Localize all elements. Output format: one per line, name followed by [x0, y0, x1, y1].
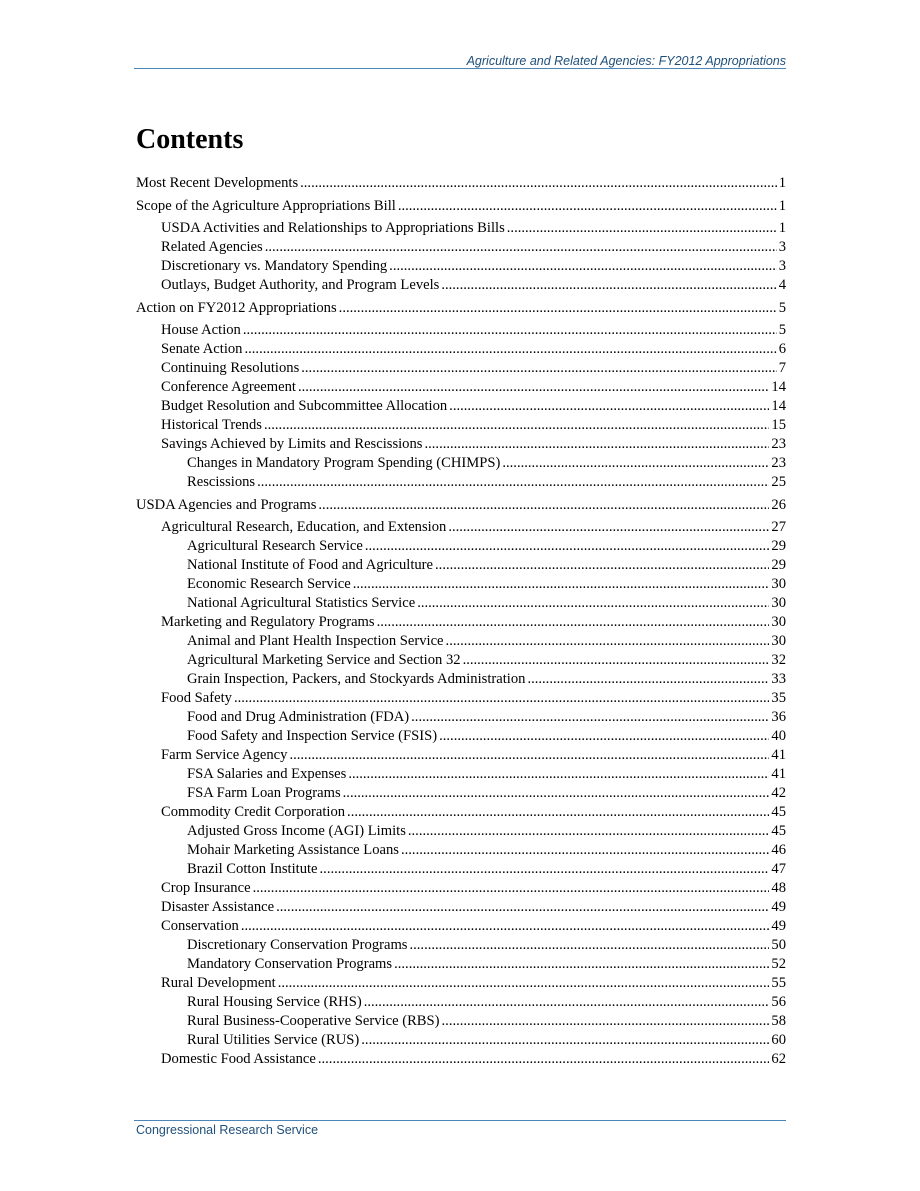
toc-entry-page-number: 23 [771, 436, 786, 452]
toc-entry-page-number: 33 [771, 671, 786, 687]
running-header: Agriculture and Related Agencies: FY2012 Appropriations [466, 54, 786, 68]
toc-entry-page-number: 30 [771, 633, 786, 649]
toc-dot-leader [347, 803, 769, 822]
toc-dot-leader [394, 955, 769, 974]
toc-entry-page-number: 45 [771, 823, 786, 839]
toc-entry[interactable] [136, 879, 786, 898]
toc-dot-leader [257, 473, 769, 492]
toc-entry-label: FSA Farm Loan Programs [187, 785, 341, 801]
toc-entry[interactable] [136, 518, 786, 537]
toc-entry[interactable] [136, 841, 786, 860]
toc-entry[interactable] [136, 174, 786, 193]
toc-entry[interactable] [136, 575, 786, 594]
toc-dot-leader [243, 321, 777, 340]
toc-entry-page-number: 41 [771, 747, 786, 763]
toc-entry-label: Conference Agreement [161, 379, 296, 395]
toc-dot-leader [439, 727, 769, 746]
toc-dot-leader [502, 454, 769, 473]
toc-dot-leader [278, 974, 770, 993]
toc-entry-label: Agricultural Research Service [187, 538, 363, 554]
toc-entry-label: Economic Research Service [187, 576, 351, 592]
toc-entry-page-number: 29 [771, 538, 786, 554]
toc-dot-leader [361, 1031, 769, 1050]
table-of-contents [136, 174, 786, 1069]
toc-entry-page-number: 6 [778, 341, 786, 357]
toc-dot-leader [289, 746, 769, 765]
toc-dot-leader [353, 575, 770, 594]
toc-entry[interactable] [136, 765, 786, 784]
toc-dot-leader [441, 276, 776, 295]
toc-entry-label: Most Recent Developments [136, 175, 299, 191]
toc-entry[interactable] [136, 613, 786, 632]
toc-entry-page-number: 55 [771, 975, 786, 991]
toc-entry-label: Marketing and Regulatory Programs [161, 614, 375, 630]
toc-entry-page-number: 30 [771, 576, 786, 592]
toc-dot-leader [401, 841, 769, 860]
toc-entry-label: National Institute of Food and Agriculture [187, 557, 434, 573]
toc-dot-leader [320, 860, 770, 879]
toc-entry-page-number: 49 [771, 918, 786, 934]
toc-entry-page-number: 25 [771, 474, 786, 490]
toc-entry-page-number: 5 [778, 322, 786, 338]
toc-entry-page-number: 48 [771, 880, 786, 896]
toc-entry-page-number: 29 [771, 557, 786, 573]
toc-entry-page-number: 30 [771, 595, 786, 611]
toc-entry-label: Scope of the Agriculture Appropriations Bill [136, 197, 396, 214]
toc-entry[interactable] [136, 1050, 786, 1069]
toc-entry[interactable] [136, 238, 786, 257]
toc-entry-label: Rural Development [161, 975, 276, 991]
toc-entry-page-number: 45 [771, 804, 786, 820]
toc-entry-page-number: 23 [771, 455, 786, 471]
toc-entry-page-number: 50 [771, 937, 786, 953]
toc-dot-leader [449, 397, 769, 416]
toc-dot-leader [244, 340, 776, 359]
toc-entry-label: Action on FY2012 Appropriations [136, 299, 337, 316]
toc-entry-label: Senate Action [161, 341, 243, 357]
toc-entry-page-number: 40 [771, 728, 786, 744]
toc-entry-label: Food Safety and Inspection Service (FSIS) [187, 728, 438, 744]
toc-entry-label: Domestic Food Assistance [161, 1051, 316, 1067]
toc-dot-leader [446, 632, 770, 651]
toc-entry[interactable] [136, 556, 786, 575]
toc-entry[interactable] [136, 435, 786, 454]
toc-entry[interactable] [136, 378, 786, 397]
toc-entry-page-number: 3 [778, 258, 786, 274]
toc-entry[interactable] [136, 784, 786, 803]
toc-entry-page-number: 15 [771, 417, 786, 433]
toc-dot-leader [448, 518, 769, 537]
toc-entry-page-number: 14 [771, 379, 786, 395]
toc-entry-label: Rural Business-Cooperative Service (RBS) [187, 1013, 440, 1029]
toc-entry-page-number: 7 [778, 360, 786, 376]
toc-entry-label: Food Safety [161, 690, 232, 706]
toc-dot-leader [264, 416, 769, 435]
toc-dot-leader [442, 1012, 770, 1031]
toc-entry-label: Rural Housing Service (RHS) [187, 994, 362, 1010]
toc-entry-label: Related Agencies [161, 239, 263, 255]
toc-entry-label: Disaster Assistance [161, 899, 275, 915]
toc-entry-page-number: 3 [778, 239, 786, 255]
toc-entry-label: Brazil Cotton Institute [187, 861, 318, 877]
header-divider [134, 68, 786, 69]
toc-entry-label: Mohair Marketing Assistance Loans [187, 842, 399, 858]
toc-dot-leader [339, 299, 777, 318]
toc-entry-page-number: 30 [771, 614, 786, 630]
toc-entry-page-number: 1 [778, 220, 786, 236]
toc-dot-leader [364, 993, 770, 1012]
toc-entry[interactable] [136, 670, 786, 689]
toc-dot-leader [417, 594, 769, 613]
toc-dot-leader [253, 879, 770, 898]
toc-entry[interactable] [136, 359, 786, 378]
toc-entry[interactable] [136, 416, 786, 435]
toc-dot-leader [527, 670, 769, 689]
toc-entry[interactable] [136, 822, 786, 841]
toc-entry-label: Rural Utilities Service (RUS) [187, 1032, 360, 1048]
toc-entry-label: Crop Insurance [161, 880, 251, 896]
toc-entry-label: Conservation [161, 918, 239, 934]
toc-entry-label: Grain Inspection, Packers, and Stockyards Administration [187, 671, 526, 687]
toc-entry[interactable] [136, 299, 786, 318]
toc-entry-page-number: 46 [771, 842, 786, 858]
toc-entry[interactable] [136, 454, 786, 473]
toc-entry[interactable] [136, 594, 786, 613]
toc-entry[interactable] [136, 993, 786, 1012]
toc-entry-label: Mandatory Conservation Programs [187, 956, 393, 972]
toc-entry[interactable] [136, 1031, 786, 1050]
toc-entry-page-number: 42 [771, 785, 786, 801]
toc-entry-page-number: 56 [771, 994, 786, 1010]
toc-entry[interactable] [136, 727, 786, 746]
toc-dot-leader [408, 822, 770, 841]
toc-entry-label: Agricultural Marketing Service and Section 32 [187, 652, 461, 668]
toc-entry[interactable] [136, 651, 786, 670]
toc-entry-page-number: 1 [778, 175, 786, 191]
toc-entry-label: Farm Service Agency [161, 747, 288, 763]
toc-entry-page-number: 32 [771, 652, 786, 668]
toc-dot-leader [424, 435, 769, 454]
toc-entry[interactable] [136, 219, 786, 238]
toc-dot-leader [234, 689, 769, 708]
toc-dot-leader [301, 359, 776, 378]
toc-entry[interactable] [136, 397, 786, 416]
toc-entry-page-number: 52 [771, 956, 786, 972]
toc-entry-page-number: 58 [771, 1013, 786, 1029]
toc-dot-leader [411, 708, 769, 727]
toc-entry-page-number: 5 [778, 299, 786, 316]
toc-entry-label: Discretionary vs. Mandatory Spending [161, 258, 388, 274]
toc-entry[interactable] [136, 689, 786, 708]
toc-entry[interactable] [136, 340, 786, 359]
toc-entry-page-number: 49 [771, 899, 786, 915]
toc-dot-leader [409, 936, 769, 955]
toc-dot-leader [276, 898, 769, 917]
toc-entry[interactable] [136, 1012, 786, 1031]
toc-entry-page-number: 4 [778, 277, 786, 293]
toc-dot-leader [507, 219, 777, 238]
toc-entry-label: Discretionary Conservation Programs [187, 937, 408, 953]
toc-entry-page-number: 47 [771, 861, 786, 877]
toc-entry[interactable] [136, 257, 786, 276]
toc-entry[interactable] [136, 936, 786, 955]
toc-entry-label: Outlays, Budget Authority, and Program Levels [161, 277, 440, 293]
footer-text: Congressional Research Service [136, 1123, 319, 1137]
toc-entry-page-number: 14 [771, 398, 786, 414]
toc-dot-leader [365, 537, 770, 556]
toc-entry-page-number: 36 [771, 709, 786, 725]
toc-entry-label: Food and Drug Administration (FDA) [187, 709, 410, 725]
toc-dot-leader [389, 257, 777, 276]
toc-entry[interactable] [136, 632, 786, 651]
toc-entry[interactable] [136, 197, 786, 216]
page-title: Contents [136, 124, 244, 155]
toc-entry-label: USDA Agencies and Programs [136, 496, 317, 513]
toc-entry-page-number: 27 [771, 519, 786, 535]
toc-entry[interactable] [136, 898, 786, 917]
toc-dot-leader [298, 378, 769, 397]
toc-dot-leader [463, 651, 770, 670]
toc-entry[interactable] [136, 917, 786, 936]
toc-dot-leader [348, 765, 769, 784]
toc-dot-leader [300, 174, 777, 193]
toc-entry-label: Continuing Resolutions [161, 360, 300, 376]
toc-entry-label: National Agricultural Statistics Service [187, 595, 416, 611]
toc-entry[interactable] [136, 708, 786, 727]
toc-entry[interactable] [136, 860, 786, 879]
toc-entry[interactable] [136, 803, 786, 822]
toc-dot-leader [435, 556, 769, 575]
toc-dot-leader [318, 1050, 770, 1069]
toc-dot-leader [343, 784, 770, 803]
toc-entry[interactable] [136, 974, 786, 993]
toc-dot-leader [265, 238, 777, 257]
toc-entry[interactable] [136, 537, 786, 556]
toc-entry-label: Changes in Mandatory Program Spending (CHIMPS) [187, 455, 501, 471]
toc-entry[interactable] [136, 473, 786, 492]
footer-divider [134, 1120, 786, 1121]
toc-entry-page-number: 62 [771, 1051, 786, 1067]
toc-entry-page-number: 41 [771, 766, 786, 782]
toc-dot-leader [318, 496, 769, 515]
toc-entry-label: FSA Salaries and Expenses [187, 766, 347, 782]
toc-entry-page-number: 60 [771, 1032, 786, 1048]
toc-entry-page-number: 26 [771, 496, 786, 513]
toc-entry[interactable] [136, 496, 786, 515]
toc-entry-label: Commodity Credit Corporation [161, 804, 346, 820]
toc-entry[interactable] [136, 746, 786, 765]
toc-dot-leader [377, 613, 770, 632]
toc-entry-label: USDA Activities and Relationships to Appropriations Bills [161, 220, 505, 236]
toc-entry-label: Budget Resolution and Subcommittee Allocation [161, 398, 448, 414]
toc-entry[interactable] [136, 955, 786, 974]
toc-entry-label: Rescissions [187, 474, 256, 490]
toc-dot-leader [398, 197, 777, 216]
toc-entry-label: House Action [161, 322, 241, 338]
toc-entry-page-number: 35 [771, 690, 786, 706]
toc-entry-label: Savings Achieved by Limits and Rescissions [161, 436, 423, 452]
toc-entry[interactable] [136, 321, 786, 340]
toc-entry-label: Adjusted Gross Income (AGI) Limits [187, 823, 406, 839]
toc-entry-page-number: 1 [778, 197, 786, 214]
toc-entry-label: Agricultural Research, Education, and Extension [161, 519, 447, 535]
toc-entry-label: Historical Trends [161, 417, 262, 433]
toc-entry[interactable] [136, 276, 786, 295]
toc-dot-leader [241, 917, 770, 936]
toc-entry-label: Animal and Plant Health Inspection Service [187, 633, 444, 649]
